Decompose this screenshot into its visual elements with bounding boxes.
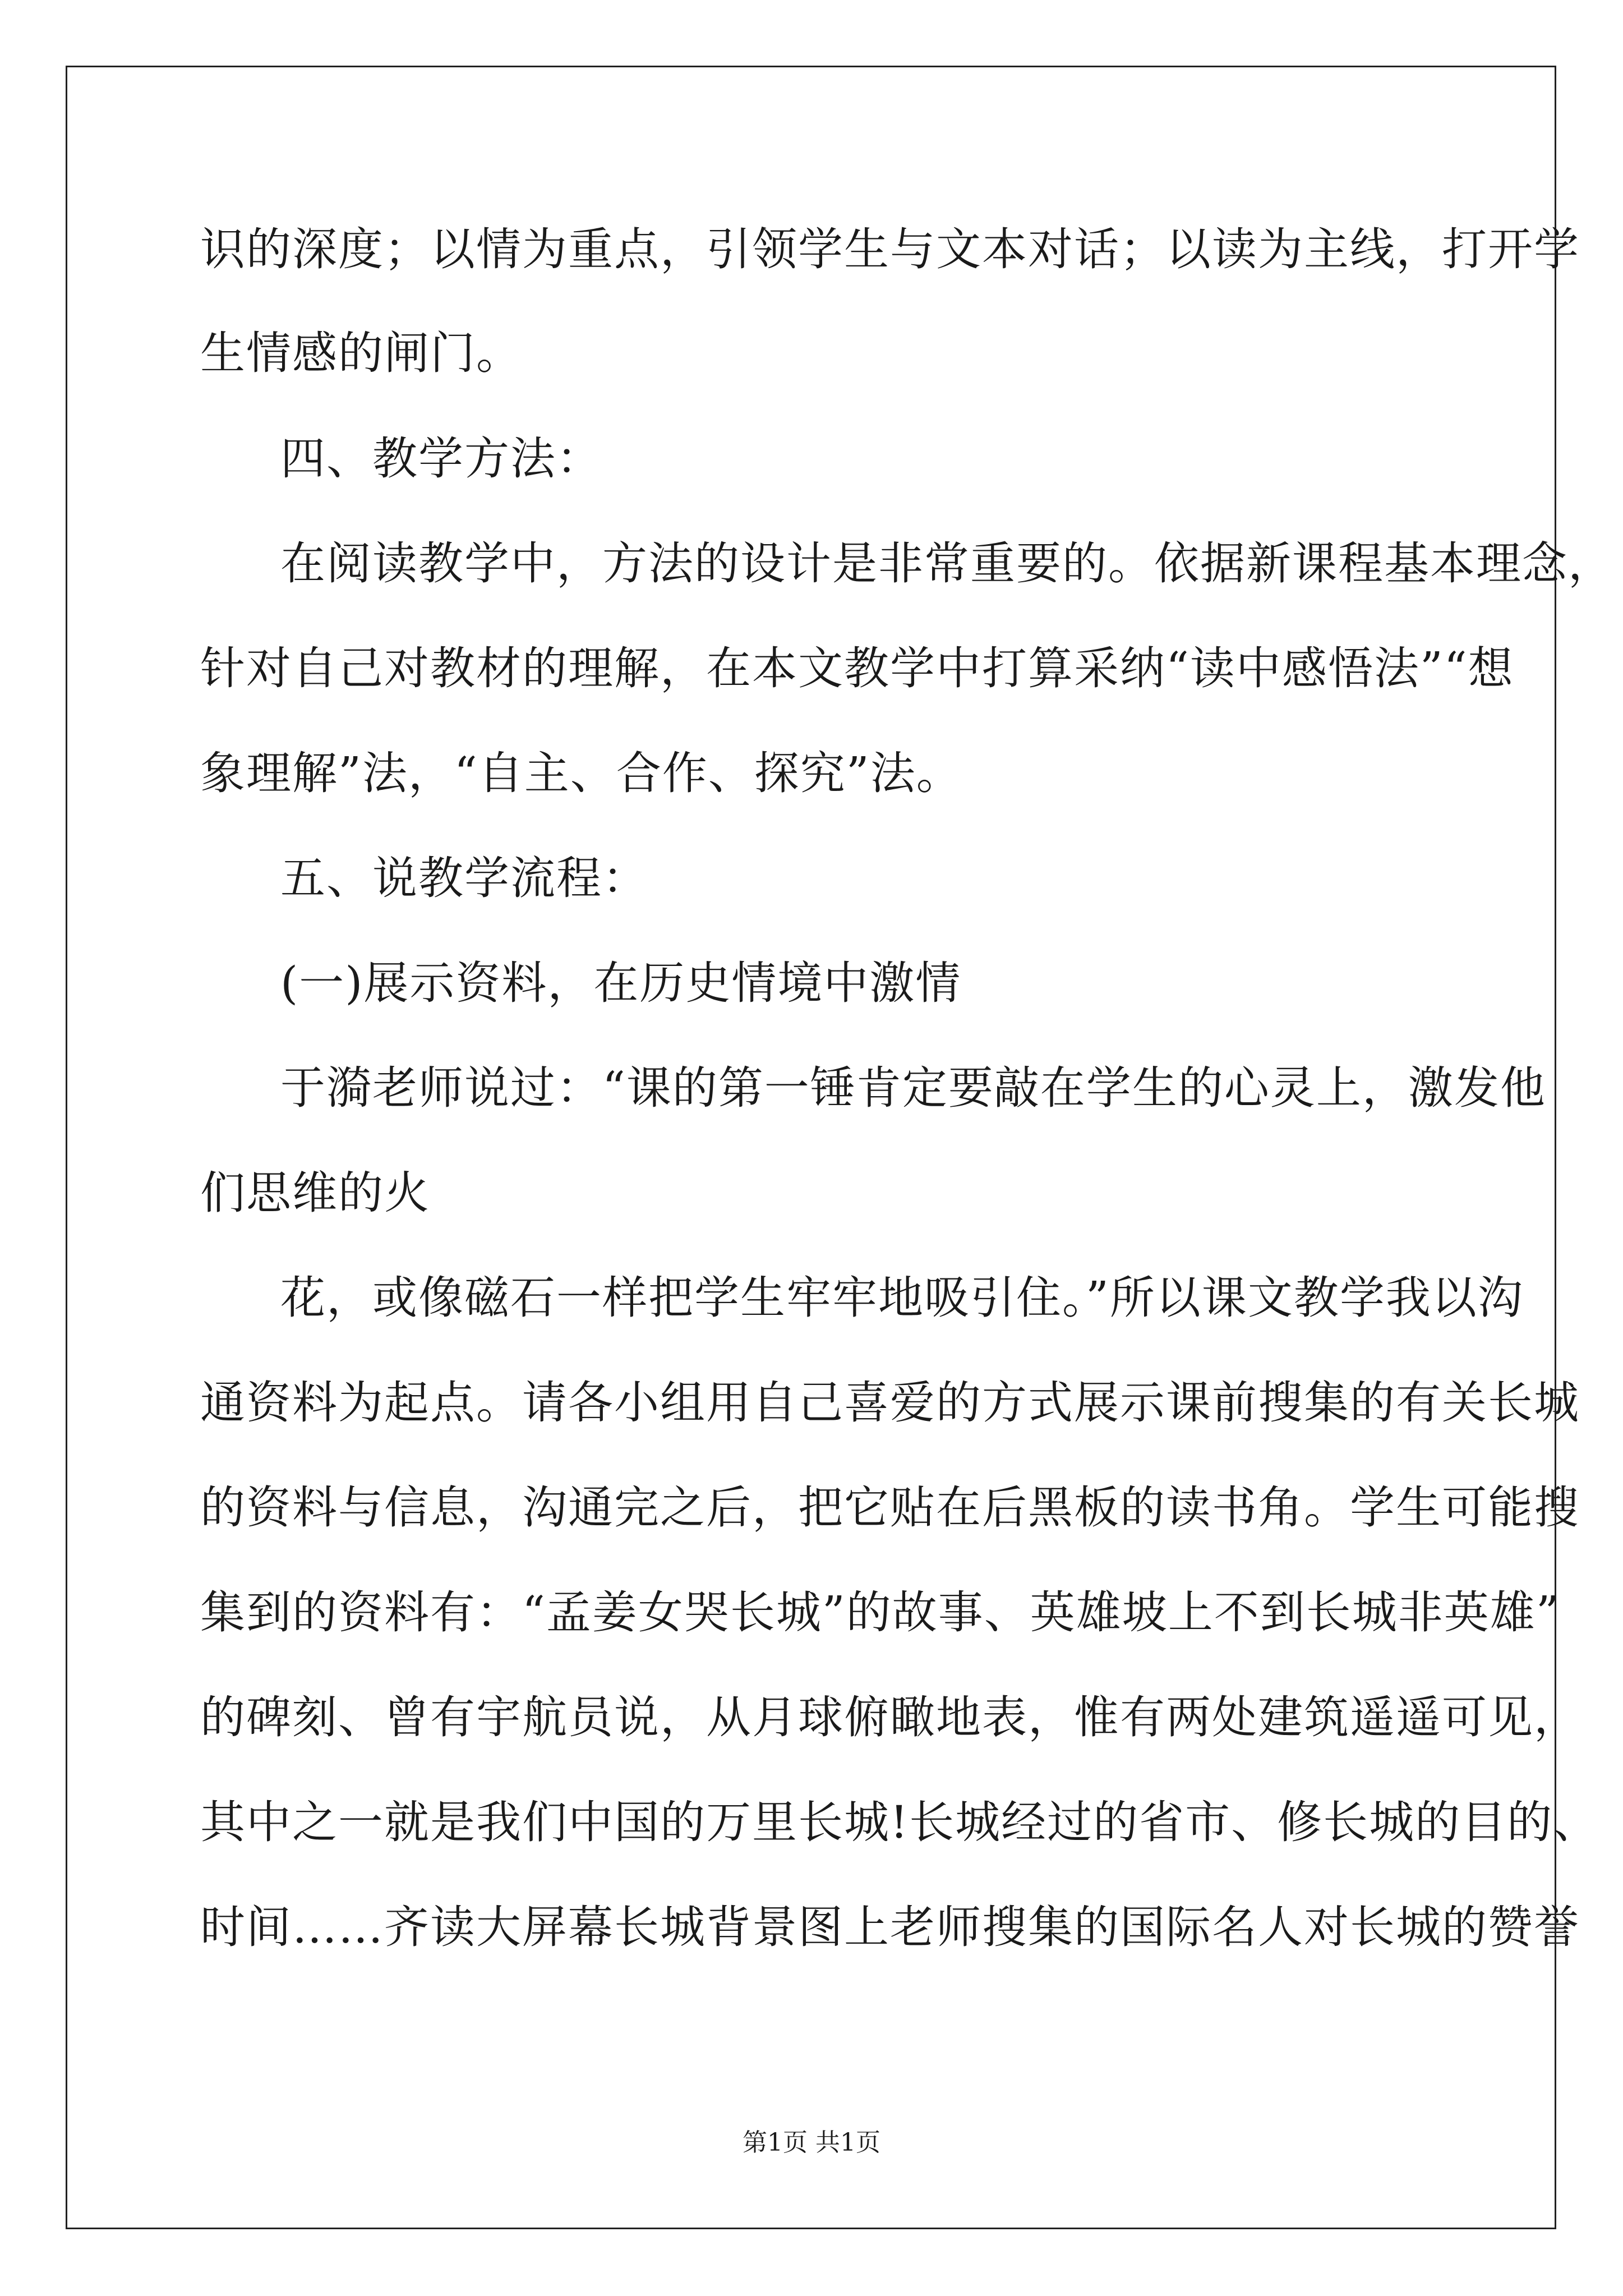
section-heading: 四、教学方法： — [280, 432, 602, 485]
text-line: 针对自己对教材的理解，在本文教学中打算采纳“读中感悟法”“想 — [200, 642, 1514, 694]
subsection-heading: (一)展示资料，在历史情境中激情 — [280, 957, 962, 1009]
text-line: 识的深度；以情为重点，引领学生与文本对话；以读为主线，打开学 — [200, 223, 1580, 275]
text-line: 生情感的闸门。 — [200, 327, 522, 379]
text-line: 于漪老师说过：“课的第一锤肯定要敲在学生的心灵上，激发他 — [280, 1062, 1546, 1114]
text-line: 在阅读教学中，方法的设计是非常重要的。依据新课程基本理念， — [280, 537, 1614, 590]
text-line: 时间……齐读大屏幕长城背景图上老师搜集的国际名人对长城的赞誉 — [200, 1901, 1580, 1953]
text-line: 其中之一就是我们中国的万里长城!长城经过的省市、修长城的目的、 — [200, 1796, 1599, 1848]
text-line: 集到的资料有：“孟姜女哭长城”的故事、英雄坡上不到长城非英雄” — [200, 1586, 1560, 1639]
text-line: 的资料与信息，沟通完之后，把它贴在后黑板的读书角。学生可能搜 — [200, 1481, 1580, 1534]
text-line: 通资料为起点。请各小组用自己喜爱的方式展示课前搜集的有关长城 — [200, 1377, 1580, 1429]
text-line: 花，或像磁石一样把学生牢牢地吸引住。”所以课文教学我以沟 — [280, 1272, 1524, 1324]
page-number: 第1页 共1页 — [743, 2128, 880, 2157]
text-line: 象理解”法，“自主、合作、探究”法。 — [200, 747, 962, 799]
text-line: 们思维的火 — [200, 1167, 430, 1219]
text-line: 的碑刻、曾有宇航员说，从月球俯瞰地表，惟有两处建筑遥遥可见， — [200, 1691, 1580, 1743]
section-heading: 五、说教学流程： — [280, 852, 648, 904]
